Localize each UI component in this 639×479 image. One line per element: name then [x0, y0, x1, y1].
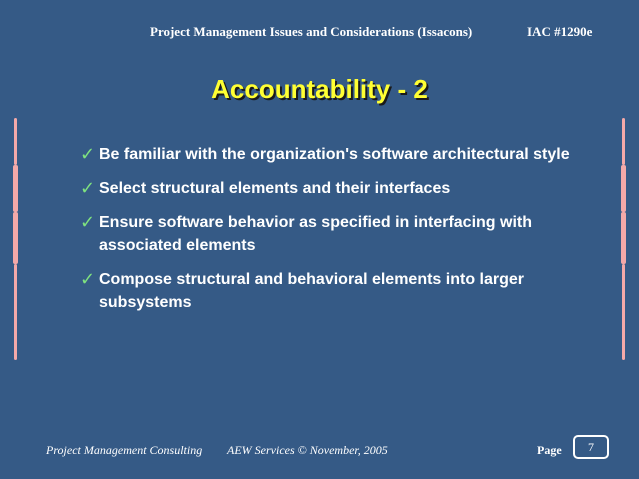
bullet-item: [80, 268, 600, 314]
bullet-text: Be familiar with the organization's software architectural style: [99, 146, 570, 163]
left-side-bar-segment: [13, 165, 18, 212]
bullet-text: Ensure software behavior as specified in interfacing with associated elements: [99, 214, 532, 254]
left-side-bar-top: [14, 118, 17, 165]
header-code: IAC #1290e: [527, 24, 593, 39]
bullet-text: Compose structural and behavioral elements into larger subsystems: [99, 271, 524, 311]
header-title: Project Management Issues and Considerations (Issacons): [150, 24, 473, 39]
right-side-bar-segment: [621, 165, 626, 212]
slide-title: Accountability - 2: [211, 74, 428, 104]
footer-copyright: AEW Services © November, 2005: [227, 443, 388, 457]
checkmark-icon: ✓: [80, 144, 96, 165]
left-side-bar-middle: [13, 212, 18, 264]
bullet-list: [80, 143, 600, 325]
right-side-bar-middle: [621, 212, 626, 264]
left-side-bar-bottom: [14, 264, 17, 360]
bullet-text: Select structural elements and their interfaces: [99, 180, 451, 197]
checkmark-icon: ✓: [80, 178, 96, 199]
bullet-item: [80, 211, 600, 257]
right-side-bar-top: [622, 118, 625, 165]
checkmark-icon: ✓: [80, 212, 96, 233]
right-side-bar-bottom: [622, 264, 625, 360]
checkmark-icon: ✓: [80, 269, 96, 290]
page-number-box: 7: [573, 435, 609, 459]
bullet-item: [80, 177, 600, 200]
page-label: Page: [537, 443, 562, 457]
bullet-item: [80, 143, 600, 166]
footer-company: Project Management Consulting: [46, 443, 203, 457]
